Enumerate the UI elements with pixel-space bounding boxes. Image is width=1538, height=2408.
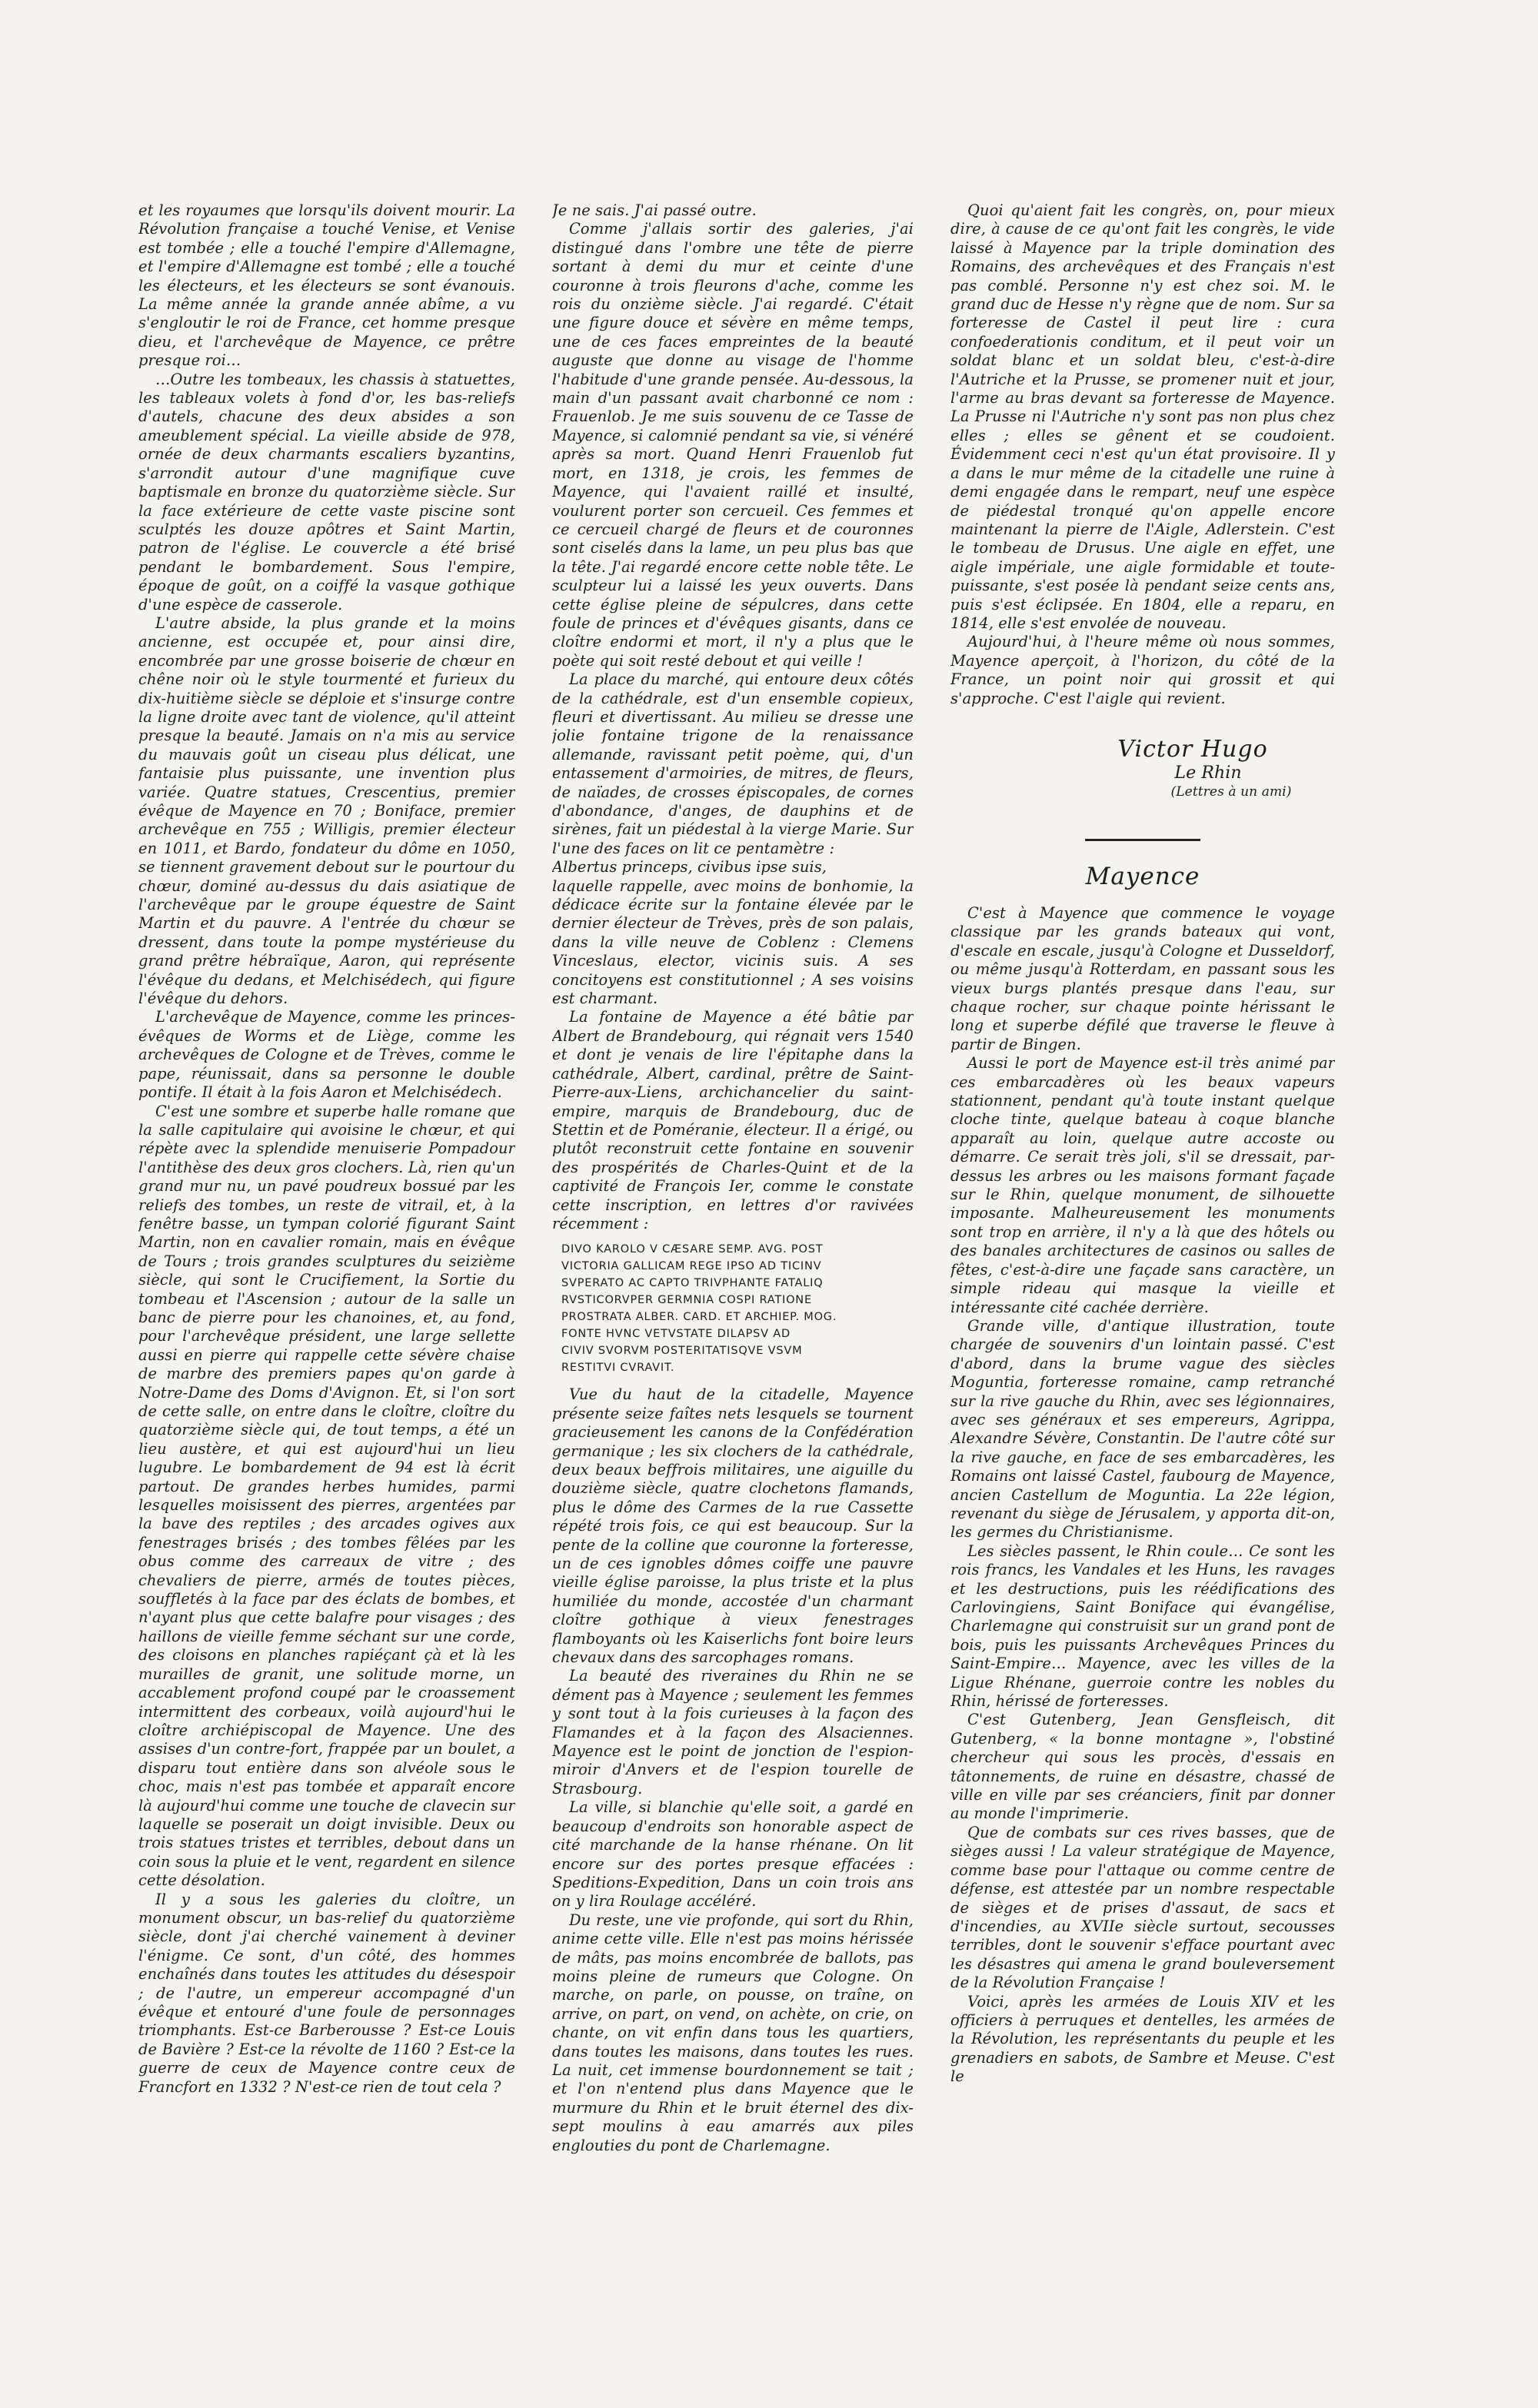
- paragraph: Les siècles passent, le Rhin coule… Ce sont les rois francs, les Vandales et les Huns, les ravages et les destructions, puis les réédifications des Carlovingiens, Saint Boniface qui évangélise, Charlemagne qui construisit sur un grand pont de bois, puis les puissants Archevêques Princes du Saint-Empire… Mayence, avec les villes de la Ligue Rhénane, guerroie contre les nobles du Rhin, hérissé de forteresses.: [950, 1542, 1335, 1711]
- text-column-middle: [552, 201, 914, 2239]
- paragraph: Du reste, une vie profonde, qui sort du Rhin, anime cette ville. Elle n'est pas moins hérissée de mâts, pas moins encombrée de ballots, pas moins pleine de rumeurs que Cologne. On marche, on parle, on pousse, on traîne, on arrive, on part, on vend, on achète, on crie, on chante, on vit enfin dans tous les quartiers, dans toutes les maisons, dans toutes les rues. La nuit, cet immense bourdonnement se tait ; et l'on n'entend plus dans Mayence que le murmure du Rhin et le bruit éternel des dix-sept moulins à eau amarrés aux piles englouties du pont de Charlemagne.: [552, 1911, 914, 2154]
- text-column-left: [138, 201, 515, 2239]
- paragraph: Aujourd'hui, à l'heure même où nous sommes, Mayence aperçoit, à l'horizon, du côté de la France, un point noir qui grossit et qui s'approche. C'est l'aigle qui revient.: [950, 633, 1335, 707]
- pentameter-verse: Albertus princeps, civibus ipse suis,: [552, 858, 827, 876]
- paragraph: Vue du haut de la citadelle, Mayence présente seize faîtes nets lesquels se tournent gracieusement les canons de la Confédération germanique ; les six clochers de la cathédrale, deux beaux beffrois militaires, une aiguille du douzième siècle, quatre clochetons flamands, plus le dôme des Carmes de la rue Cassette répété trois fois, ce qui est beaucoup. Sur la pente de la colline que couronne la forteresse, un de ces ignobles dômes coiffe une pauvre vieille église paroisse, la plus triste et la plus humiliée du monde, accostée d'un charmant cloître gothique à vieux fenestrages flamboyants où les Kaiserlichs font boire leurs chevaux dans des sarcophages romans.: [552, 1385, 914, 1667]
- paragraph: La fontaine de Mayence a été bâtie par Albert de Brandebourg, qui régnait vers 1540 et dont je venais de lire l'épitaphe dans la cathédrale, Albert, cardinal, prêtre de Saint-Pierre-aux-Liens, archichancelier du saint-empire, marquis de Brandebourg, duc de Stettin et de Poméranie, électeur. Il a érigé, ou plutôt reconstruit cette fontaine en souvenir des prospérités de Charles-Quint et de la captivité de François Ier, comme le constate cette inscription, en lettres d'or ravivées récemment :: [552, 1008, 914, 1232]
- text-column-right: [950, 201, 1335, 2239]
- inscription-line: SVPERATO AC CAPTO TRIVPHANTE FATALIQ: [561, 1277, 824, 1290]
- inscription-line: PROSTRATA ALBER. CARD. ET ARCHIEP. MOG.: [561, 1311, 837, 1324]
- paragraph: et les royaumes que lorsqu'ils doivent mourir. La Révolution française a touché Venise, et Venise est tombée ; elle a touché l'empire d'Allemagne, et l'empire d'Allemagne est tombé ; elle a touché les électeurs, et les électeurs se sont évanouis. La même année la grande année abîme, a vu s'engloutir le roi de France, cet homme presque dieu, et l'archevêque de Mayence, ce prêtre presque roi…: [138, 201, 515, 370]
- paragraph: Que de combats sur ces rives basses, que de sièges aussi ! La valeur stratégique de Mayence, comme base pour l'attaque ou comme centre de défense, est attestée par un nombre respectable de sièges et de prises d'assaut, de sacs et d'incendies, au XVIIe siècle surtout, secousses terribles, dont le souvenir s'efface pourtant avec les désastres qui amena le grand bouleversement de la Révolution Française !: [950, 1823, 1335, 1992]
- paragraph: Grande ville, d'antique illustration, toute chargée de souvenirs d'un lointain passé. C'est d'abord, dans la brume vague des siècles Moguntia, forteresse romaine, camp retranché sur la rive gauche du Rhin, avec ses légionnaires, avec ses généraux et ses empereurs, Agrippa, Alexandre Sévère, Constantin. De l'autre côté sur la rive gauche, en face de ses embarcadères, les Romains ont laissé Castel, faubourg de Mayence, ancien Castellum de Moguntia. La 22e légion, revenant du siège de Jérusalem, y apporta dit-on, les germes du Christianisme.: [950, 1316, 1335, 1542]
- inscription-line: DIVO KAROLO V CÆSARE SEMP. AVG. POST: [561, 1243, 824, 1256]
- paragraph: C'est une sombre et superbe halle romane que la salle capitulaire qui avoisine le chœur, et qui répète avec la splendide menuiserie Pompadour l'antithèse des deux gros clochers. Là, rien qu'un grand mur nu, un pavé poudreux bossué par les reliefs des tombes, un reste de vitrail, et, à la fenêtre basse, un tympan colorié figurant Saint Martin, non en cavalier romain, mais en évêque de Tours ; trois grandes sculptures du seizième siècle, qui sont le Crucifiement, la Sortie du tombeau et l'Ascension ; autour de la salle un banc de pierre pour les chanoines, et, au fond, pour l'archevêque président, une large sellette aussi en pierre qui rappelle cette sévère chaise de marbre des premiers papes qu'on garde à Notre-Dame des Doms d'Avignon. Et, si l'on sort de cette salle, on entre dans le cloître, cloître du quatorzième siècle qui, de tout temps, a été un lieu austère, et qui est aujourd'hui un lieu lugubre. Le bombardement de 94 est là écrit partout. De grandes herbes humides, parmi lesquelles moisissent des pierres, argentées par la bave des reptiles ; des arcades ogives aux fenestrages brisés ; des tombes fêlées par les obus comme des carreaux de vitre ; des chevaliers de pierre, armés de toutes pièces, souffletés à la face par des éclats de bombes, et n'ayant plus que cette balafre pour visages ; des haillons de vieille femme séchant sur une corde, des cloisons en planches rapiéçant çà et là les murailles de granit, une solitude morne, un accablement profond coupé par le croassement intermittent des corbeaux, voilà aujourd'hui le cloître archiépiscopal de Mayence. Une des assises d'un contre-fort, frappée par un boulet, a disparu tout entière dans son alvéole sous le choc, mais n'est pas tombée et apparaît encore là aujourd'hui comme une touche de clavecin sur laquelle se poserait un doigt invisible. Deux ou trois statues tristes et terribles, debout dans un coin sous la pluie et le vent, regardent en silence cette désolation.: [138, 1102, 515, 1890]
- paragraph: Aussi le port de Mayence est-il très animé par ces embarcadères où les beaux vapeurs stationnent, pendant qu'à toute instant quelque cloche tinte, quelque bateau à coque blanche apparaît au loin, quelque autre accoste ou démarre. Ce serait très joli, s'il se dressait, par-dessus les arbres ou les maisons formant façade sur le Rhin, quelque monument, de silhouette imposante. Malheureusement les monuments sont trop en arrière, il n'y a là que des hôtels ou des banales architectures de casinos ou salles de fêtes, c'est-à-dire une façade sans caractère, un simple rideau qui masque la vieille et intéressante cité cachée derrière.: [950, 1054, 1335, 1316]
- inscription-line: VICTORIA GALLICAM REGE IPSO AD TICINV: [561, 1260, 822, 1273]
- paragraph: C'est à Mayence que commence le voyage classique par les grands bateaux qui vont, d'escale en escale, jusqu'à Cologne et Dusseldorf, ou même jusqu'à Rotterdam, en passant sous les vieux burgs plantés presque dans l'eau, sur chaque rocher, sur chaque pointe hérissant le long et superbe défilé que traverse le fleuve à partir de Bingen.: [950, 903, 1335, 1053]
- paragraph: laquelle rappelle, avec moins de bonhomie, la dédicace écrite sur la fontaine élevée par le dernier électeur de Trèves, près de son palais, dans la ville neuve de Coblenz : Clemens Vinceslaus, elector, vicinis suis. A ses concitoyens est constitutionnel ; A ses voisins est charmant.: [552, 876, 914, 1008]
- paragraph: Je ne sais. J'ai passé outre.: [552, 201, 757, 219]
- paragraph: Comme j'allais sortir des galeries, j'ai distingué dans l'ombre une tête de pierre sortant à demi du mur et ceinte d'une couronne à trois fleurons d'ache, comme les rois du onzième siècle. J'ai regardé. C'était une figure douce et sévère en même temps, une de ces faces empreintes de la beauté auguste que donne au visage de l'homme l'habitude d'une grande pensée. Au-dessous, la main d'un passant avait charbonné ce nom : Frauenlob. Je me suis souvenu de ce Tasse de Mayence, si calomnié pendant sa vie, si vénéré après sa mort. Quand Henri Frauenlob fut mort, en 1318, je crois, les femmes de Mayence, qui l'avaient raillé et insulté, voulurent porter son cercueil. Ces femmes et ce cercueil chargé de fleurs et de couronnes sont ciselés dans la lame, un peu plus bas que la tête. J'ai regardé encore cette noble tête. Le sculpteur lui a laissé les yeux ouverts. Dans cette église pleine de sépulcres, dans cette foule de princes et d'évêques gisants, dans ce cloître endormi et mort, il n'y a plus que le poète qui soit resté debout et qui veille !: [552, 220, 914, 670]
- section-divider: [1085, 839, 1200, 841]
- paragraph: Quoi qu'aient fait les congrès, on, pour mieux dire, à cause de ce qu'ont fait les congrès, le vide laissé à Mayence par la triple domination des Romains, des archevêques et des Français n'est pas comblé. Personne n'y est chez soi. M. le grand duc de Hesse n'y règne que de nom. Sur sa forteresse de Castel il peut lire : cura confoederationis conditum, et il peut voir un soldat blanc et un soldat bleu, c'est-à-dire l'Autriche et la Prusse, se promener nuit et jour, l'arme au bras devant sa forteresse de Mayence. La Prusse ni l'Autriche n'y sont pas non plus chez elles ; elles se gênent et se coudoient. Évidemment ceci n'est qu'un état provisoire. Il y a dans le mur même de la citadelle une ruine à demi engagée dans le rempart, neuf une espèce de piédestal tronqué qu'on appelle encore maintenant la pierre de l'Aigle, Adlerstein. C'est le tombeau de Drusus. Une aigle en effet, une aigle impériale, une aigle formidable et toute-puissante, s'est posée là pendant seize cents ans, puis s'est éclipsée. En 1804, elle a reparu, en 1814, elle s'est envolée de nouveau.: [950, 201, 1335, 632]
- inscription-line: CIVIV SVORVM POSTERITATISQVE VSVM: [561, 1345, 803, 1358]
- inscription-line: FONTE HVNC VETVSTATE DILAPSV AD: [561, 1328, 791, 1341]
- author-signature: [950, 736, 1335, 820]
- paragraph: L'autre abside, la plus grande et la moins ancienne, est occupée et, pour ainsi dire, encombrée par une grosse boiserie de chœur en chêne noir où le style tourmenté et furieux du dix-huitième siècle se déploie et s'insurge contre la ligne droite avec tant de violence, qu'il atteint presque la beauté. Jamais on n'a mis au service du mauvais goût un ciseau plus délicat, une fantaisie plus puissante, une invention plus variée. Quatre statues, Crescentius, premier évêque de Mayence en 70 ; Boniface, premier archevêque en 755 ; Willigis, premier électeur en 1011, et Bardo, fondateur du dôme en 1050, se tiennent gravement debout sur le pourtour du chœur, dominé au-dessus du dais asiatique de l'archevêque par le groupe équestre de Saint Martin et du pauvre. A l'entrée du chœur se dressent, dans toute la pompe mystérieuse du grand prêtre hébraïque, Aaron, qui représente l'évêque du dedans, et Melchisédech, qui figure l'évêque du dehors.: [138, 614, 515, 1008]
- signature-note: (Lettres à un ami): [1170, 783, 1292, 800]
- fountain-inscription: [561, 1241, 914, 1376]
- paragraph: Voici, après les armées de Louis XIV et les officiers à perruques et dentelles, les armées de la Révolution, les représentants du peuple et les grenadiers en sabots, de Sambre et Meuse. C'est le: [950, 1992, 1335, 2086]
- signature-source: Le Rhin: [1174, 763, 1242, 783]
- paragraph: L'archevêque de Mayence, comme les princes-évêques de Worms et de Liège, comme les archevêques de Cologne et de Trèves, comme le pape, réunissait, dans sa personne le double pontife. Il était à la fois Aaron et Melchisédech.: [138, 1008, 515, 1102]
- inscription-line: RESTITVI CVRAVIT.: [561, 1362, 675, 1375]
- paragraph: C'est Gutenberg, Jean Gensfleisch, dit Gutenberg, « la bonne montagne », l'obstiné chercheur qui sous les procès, d'essais en tâtonnements, de ruine en désastre, chassé de ville en ville par ses créanciers, finit par donner au monde l'imprimerie.: [950, 1711, 1335, 1823]
- inscription-line: RVSTICORVPER GERMNIA COSPI RATIONE: [561, 1294, 812, 1307]
- paragraph: …Outre les tombeaux, les chassis à statuettes, les tableaux volets à fond d'or, les bas-reliefs d'autels, chacune des deux absides a son ameublement spécial. La vieille abside de 978, ornée de deux charmants escaliers byzantins, s'arrondit autour d'une magnifique cuve baptismale en bronze du quatorzième siècle. Sur la face extérieure de cette vaste piscine sont sculptés les douze apôtres et Saint Martin, patron de l'église. Le couvercle a été brisé pendant le bombardement. Sous l'empire, époque de goût, on a coiffé la vasque gothique d'une espèce de casserole.: [138, 370, 515, 614]
- paragraph: La place du marché, qui entoure deux côtés de la cathédrale, est d'un ensemble copieux, fleuri et divertissant. Au milieu se dresse une jolie fontaine trigone de la renaissance allemande, ravissant petit poème, qui, d'un entassement d'armoiries, de mitres, de fleurs, de naïades, de crosses épiscopales, de cornes d'abondance, d'anges, de dauphins et de sirènes, fait un piédestal à la vierge Marie. Sur l'une des faces on lit ce pentamètre :: [552, 670, 914, 857]
- signature-name: Victor Hugo: [1117, 735, 1268, 763]
- paragraph: La ville, si blanchie qu'elle soit, a gardé en beaucoup d'endroits son honorable aspect de cité marchande de la hanse rhénane. On lit encore sur des portes presque effacées : Speditions-Expedition, Dans un coin trois ans on y lira Roulage accéléré.: [552, 1798, 914, 1911]
- paragraph: Il y a sous les galeries du cloître, un monument obscur, un bas-relief du quatorzième siècle, dont j'ai cherché vainement à deviner l'énigme. Ce sont, d'un côté, des hommes enchaînés dans toutes les attitudes du désespoir ; de l'autre, un empereur accompagné d'un évêque et entouré d'une foule de personnages triomphants. Est-ce Barberousse ? Est-ce Louis de Bavière ? Est-ce la révolte de 1160 ? Est-ce la guerre de ceux de Mayence contre ceux de Francfort en 1332 ? N'est-ce rien de tout cela ?: [138, 1890, 515, 2096]
- section-title: Mayence: [1085, 862, 1200, 890]
- paragraph: La beauté des riveraines du Rhin ne se dément pas à Mayence ; seulement les femmes y sont tout à la fois curieuses à la façon des Flamandes et à la façon des Alsaciennes. Mayence est le point de jonction de l'espion-miroir d'Anvers et de l'espion tourelle de Strasbourg.: [552, 1667, 914, 1798]
